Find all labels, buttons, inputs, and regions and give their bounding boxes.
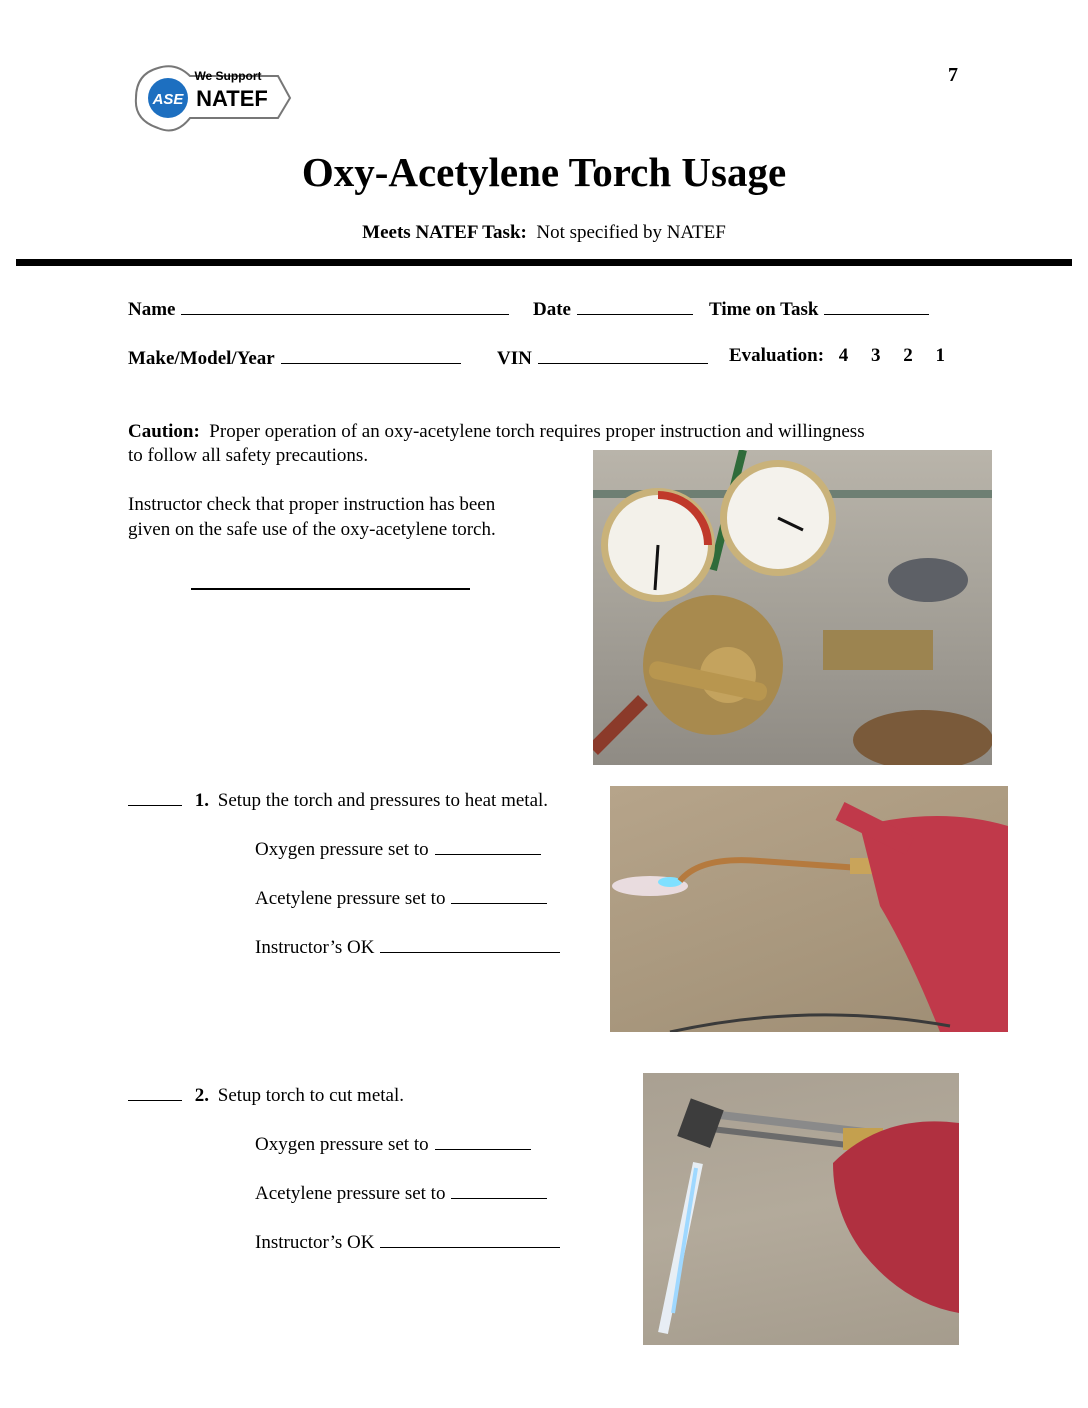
time-on-task-blank[interactable]: [824, 296, 929, 315]
score-1[interactable]: 1: [935, 345, 946, 366]
step-1-instructor-ok-field[interactable]: [255, 934, 560, 959]
natef-logo: [128, 60, 293, 145]
step-2-instructor-ok-field[interactable]: [255, 1229, 560, 1254]
instructor-ok-label: Instructor’s OK: [255, 937, 375, 958]
page-title: Oxy-Acetylene Torch Usage: [301, 149, 787, 195]
step-2-check-blank[interactable]: [128, 1082, 182, 1101]
evaluation-field: [729, 345, 945, 367]
instructor-check-text: [128, 492, 496, 542]
instructor-check-line1: Instructor check that proper instruction has been: [128, 494, 496, 515]
evaluation-label: Evaluation:: [729, 345, 825, 366]
regulator-illustration-icon: [593, 450, 992, 765]
instructor-check-line2: given on the safe use of the oxy-acetylene torch.: [128, 519, 496, 540]
acetylene-pressure-blank[interactable]: [451, 1180, 547, 1199]
step-1-acetylene-field[interactable]: [255, 885, 547, 910]
name-label: Name: [128, 299, 176, 320]
step-1-oxygen-field[interactable]: [255, 836, 541, 861]
heating-torch-photo: [610, 786, 1008, 1032]
name-field[interactable]: [128, 296, 509, 321]
score-2[interactable]: 2: [903, 345, 913, 366]
vin-label: VIN: [497, 348, 532, 369]
date-blank[interactable]: [577, 296, 693, 315]
oxygen-pressure-blank[interactable]: [435, 1131, 531, 1150]
instructor-ok-blank[interactable]: [380, 1229, 560, 1248]
step-2: [128, 1082, 404, 1107]
acetylene-pressure-label: Acetylene pressure set to: [255, 1183, 446, 1204]
make-model-year-field[interactable]: [128, 345, 461, 370]
instructor-signature-line[interactable]: [191, 588, 470, 590]
step-1-text: Setup the torch and pressures to heat metal.: [217, 790, 549, 811]
step-2-oxygen-field[interactable]: [255, 1131, 531, 1156]
score-3[interactable]: 3: [871, 345, 881, 366]
task-value: Not specified by NATEF: [536, 222, 726, 243]
natef-key-logo-icon: [128, 60, 293, 145]
acetylene-pressure-blank[interactable]: [451, 885, 547, 904]
svg-text:ASE: ASE: [152, 91, 184, 108]
oxygen-pressure-label: Oxygen pressure set to: [255, 1134, 429, 1155]
page-number: 7: [948, 64, 958, 86]
step-2-acetylene-field[interactable]: [255, 1180, 547, 1205]
cutting-torch-photo: [643, 1073, 959, 1345]
score-4[interactable]: 4: [838, 345, 849, 366]
regulator-gauges-photo: [593, 450, 992, 765]
caution-line1: Proper operation of an oxy-acetylene torch requires proper instruction and willingness: [209, 421, 865, 442]
instructor-ok-label: Instructor’s OK: [255, 1232, 375, 1253]
name-blank[interactable]: [181, 296, 509, 315]
date-label: Date: [533, 299, 571, 320]
torch-flame-illustration-icon: [610, 786, 1008, 1032]
step-2-text: Setup torch to cut metal.: [217, 1085, 405, 1106]
svg-text:We Support: We Support: [194, 69, 262, 83]
make-model-year-blank[interactable]: [281, 345, 461, 364]
make-model-year-label: Make/Model/Year: [128, 348, 275, 369]
task-label: Meets NATEF Task:: [362, 222, 527, 243]
vin-field[interactable]: [497, 345, 708, 370]
vin-blank[interactable]: [538, 345, 708, 364]
oxygen-pressure-label: Oxygen pressure set to: [255, 839, 429, 860]
svg-text:NATEF: NATEF: [196, 86, 268, 111]
cutting-torch-illustration-icon: [643, 1073, 959, 1345]
date-field[interactable]: [533, 296, 693, 321]
step-2-number: 2.: [194, 1085, 209, 1106]
acetylene-pressure-label: Acetylene pressure set to: [255, 888, 446, 909]
time-on-task-field[interactable]: [709, 296, 929, 321]
time-on-task-label: Time on Task: [709, 299, 819, 320]
instructor-ok-blank[interactable]: [380, 934, 560, 953]
oxygen-pressure-blank[interactable]: [435, 836, 541, 855]
natef-task: [0, 222, 1088, 244]
divider: [16, 259, 1072, 266]
step-1-check-blank[interactable]: [128, 787, 182, 806]
step-1-number: 1.: [194, 790, 209, 811]
caution-label: Caution:: [128, 421, 200, 442]
step-1: [128, 787, 548, 812]
caution-line2: to follow all safety precautions.: [128, 445, 369, 466]
